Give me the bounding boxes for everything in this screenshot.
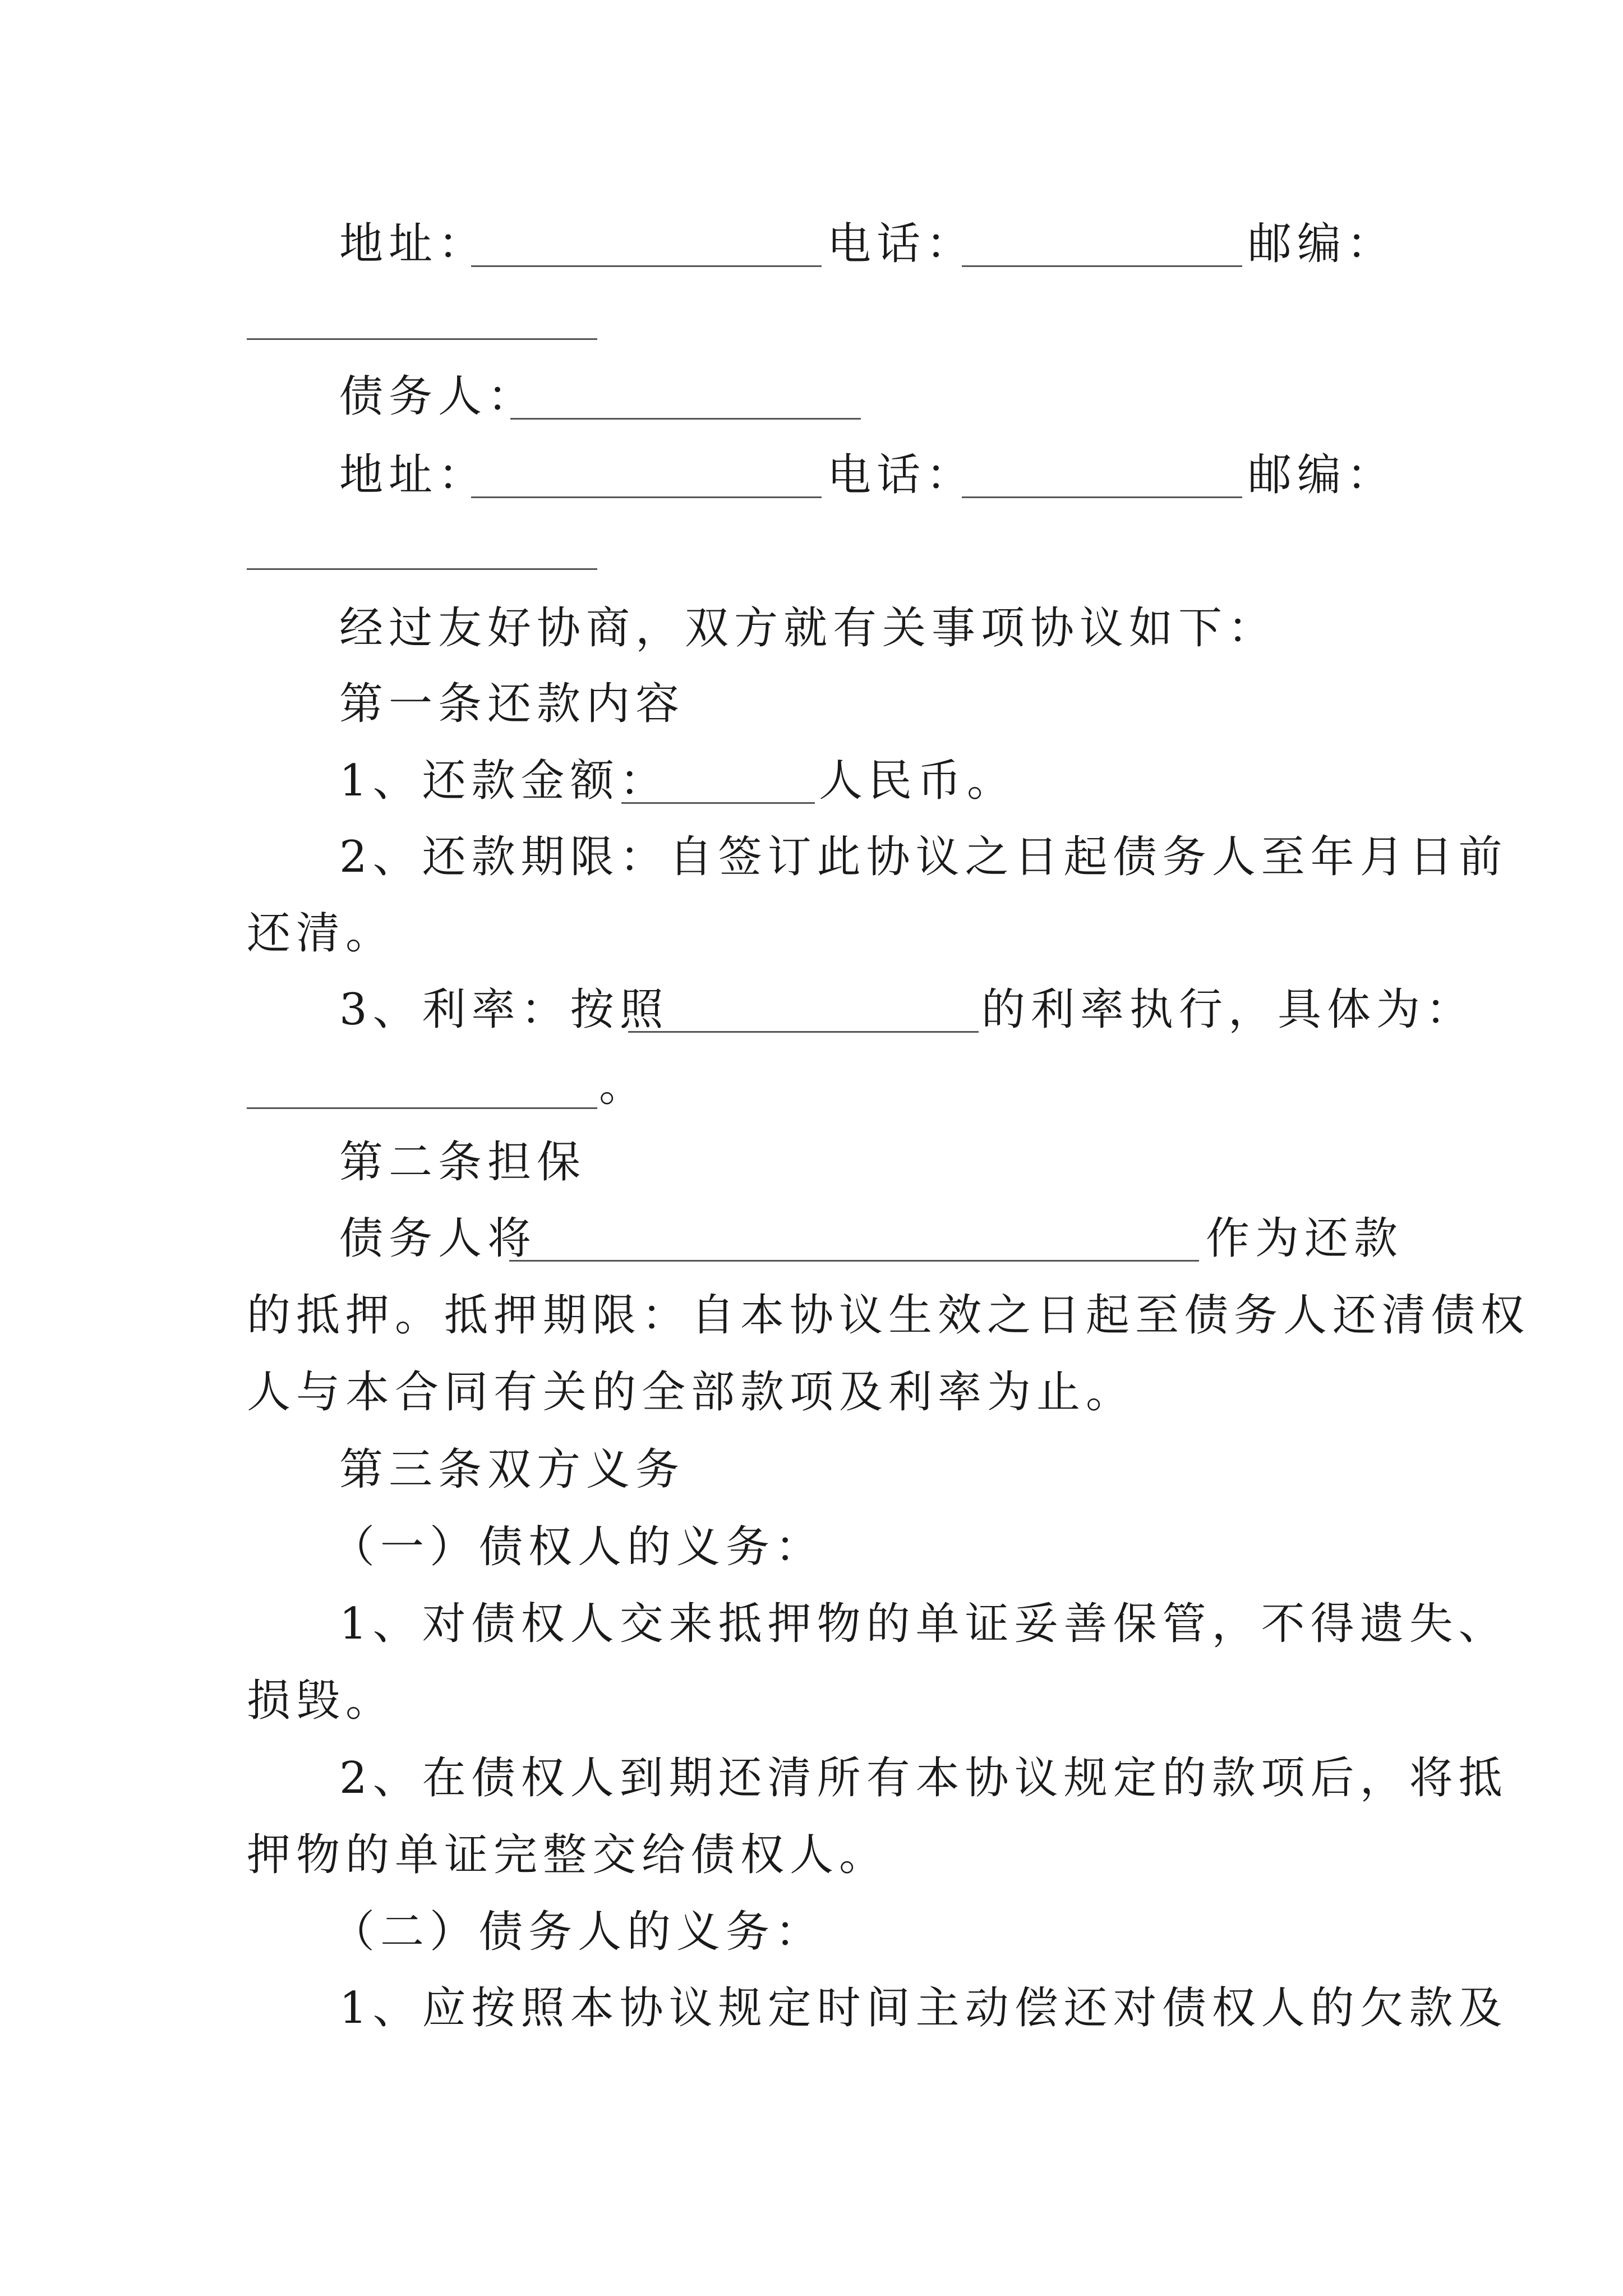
rate-end: 。 [599,1061,649,1111]
creditor-address-blank[interactable] [471,265,822,267]
collateral-prefix: 债务人将 [339,1213,537,1264]
creditor-zip-label: 邮编： [1248,219,1396,269]
debtor-name-line [0,369,1623,425]
article2-title: 第二条担保 [339,1137,587,1188]
debtor-label: 债务人： [339,371,537,422]
debtor-address-blank[interactable] [471,496,822,498]
debtor-zip-label: 邮编： [1248,450,1396,500]
collateral-text-3: 人与本合同有关的全部款项及利率为止。 [247,1367,1136,1418]
article1-title: 第一条还款内容 [339,679,685,729]
repay-amount-label: 1、还款金额： [339,756,669,806]
debtor-duties-title-line [0,1904,1623,1960]
rate-line [0,982,1623,1038]
repay-amount-blank[interactable] [621,802,815,804]
rate-basis-blank[interactable] [628,1031,979,1033]
creditor-contact-line [0,216,1623,272]
article3-title: 第三条双方义务 [339,1444,685,1495]
intro-text: 经过友好协商，双方就有关事项协议如下： [339,603,1278,654]
creditor-duty-2-line-2 [0,1827,1623,1883]
repay-amount-unit: 人民币。 [819,756,1017,806]
creditor-zip-blank[interactable] [247,338,597,340]
debtor-address-label: 地址： [339,450,488,500]
debtor-contact-line [0,447,1623,503]
repay-term-line-1 [0,829,1623,885]
collateral-suffix: 作为还款 [1206,1213,1404,1264]
creditor-duty-1-text-2: 损毁。 [247,1676,395,1726]
creditor-duties-title-line [0,1519,1623,1575]
article1-title-line [0,676,1623,732]
debtor-duty-1-text-1: 1、应按照本协议规定时间主动偿还对债权人的欠款及 [339,1983,1508,2033]
article2-title-line [0,1134,1623,1190]
collateral-line-2 [0,1287,1623,1343]
rate-detail-blank[interactable] [247,1107,597,1109]
debtor-phone-blank[interactable] [962,496,1242,498]
collateral-blank[interactable] [509,1260,1199,1262]
collateral-line [0,1211,1623,1267]
creditor-duty-2-text-2: 押物的单证完整交给债权人。 [247,1830,889,1880]
debtor-phone-label: 电话： [827,450,976,500]
debtor-duty-1-line-1 [0,1980,1623,2036]
creditor-address-label: 地址： [339,219,488,269]
article3-title-line [0,1442,1623,1498]
collateral-text-2: 的抵押。抵押期限：自本协议生效之日起至债务人还清债权 [247,1290,1530,1341]
debtor-zip-blank[interactable] [247,568,597,570]
rate-detail-line [0,1058,1623,1114]
rate-prefix: 3、利率：按照 [339,984,669,1035]
repay-amount-line [0,753,1623,809]
debtor-duties-title: （二）债务人的义务： [331,1907,825,1957]
repay-term-line-2 [0,905,1623,961]
repay-term-text-2: 还清。 [247,908,395,959]
creditor-duty-2-line-1 [0,1750,1623,1806]
creditor-duties-title: （一）债权人的义务： [331,1522,825,1572]
rate-suffix: 的利率执行，具体为： [981,984,1476,1035]
debtor-name-blank[interactable] [510,418,861,420]
creditor-duty-2-text-1: 2、在债权人到期还清所有本协议规定的款项后，将抵 [339,1753,1508,1803]
collateral-line-3 [0,1364,1623,1420]
creditor-phone-label: 电话： [827,219,976,269]
intro-line [0,600,1623,656]
creditor-duty-1-text-1: 1、对债权人交来抵押物的单证妥善保管，不得遗失、 [339,1599,1508,1649]
creditor-duty-1-line-2 [0,1673,1623,1729]
creditor-phone-blank[interactable] [962,265,1242,267]
repay-term-text-1: 2、还款期限：自签订此协议之日起债务人至年月日前 [339,832,1508,882]
creditor-duty-1-line-1 [0,1596,1623,1652]
